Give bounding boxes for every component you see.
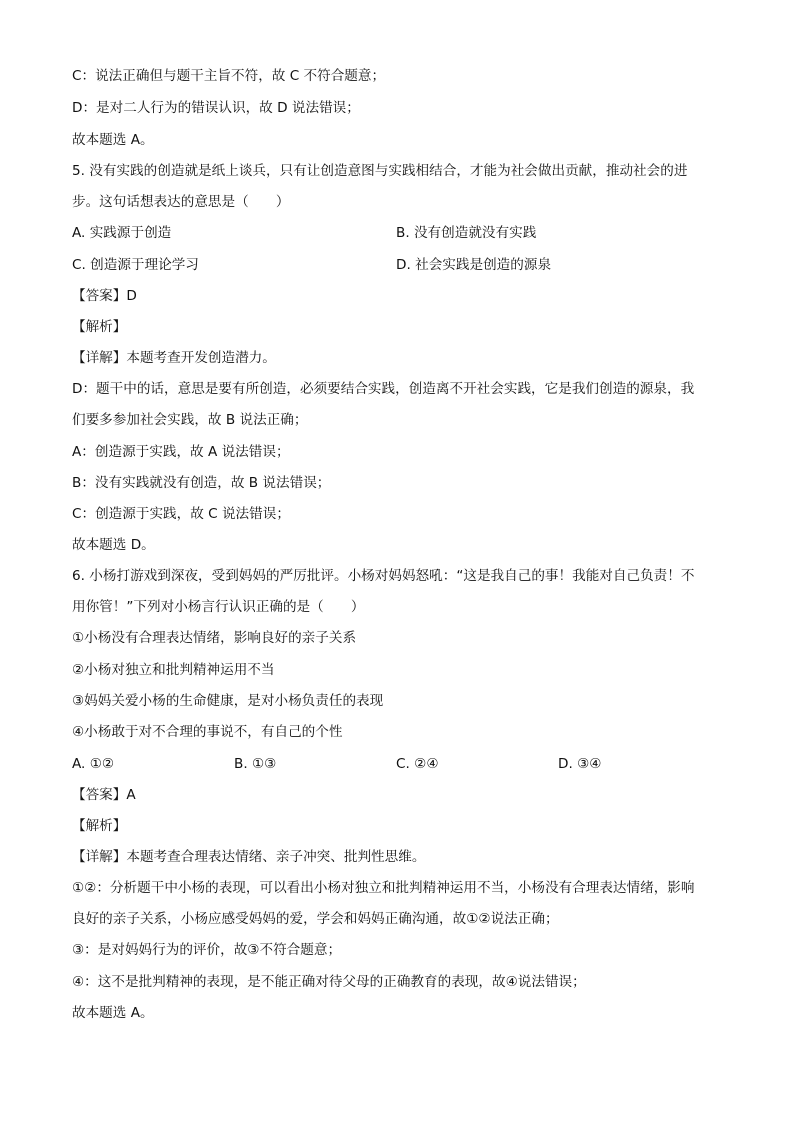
q6-analysis-label: 【解析】 <box>72 818 127 834</box>
q5-option-a: A. 实践源于创造 <box>72 225 172 241</box>
q5-body-line: D：题干中的话，意思是要有所创造，必须要结合实践，创造离不开社会实践，它是我们创造的源泉，我 <box>72 381 695 397</box>
q5-option-c: C. 创造源于理论学习 <box>72 257 199 273</box>
q5-analysis-label: 【解析】 <box>72 319 127 335</box>
text-line: D：是对二人行为的错误认识，故 D 说法错误； <box>72 100 360 116</box>
q5-body-line: C：创造源于实践，故 C 说法错误； <box>72 506 290 522</box>
q6-item: ①小杨没有合理表达情绪，影响良好的亲子关系 <box>72 630 357 646</box>
question-6-stem: 用你管！”下列对小杨言行认识正确的是（ ） <box>72 599 365 615</box>
q6-option-d: D. ③④ <box>558 756 602 772</box>
q6-option-b: B. ①③ <box>234 756 277 772</box>
q5-body-line: B：没有实践就没有创造，故 B 说法错误； <box>72 475 331 491</box>
text-line: 故本题选 A。 <box>72 132 154 148</box>
q6-option-a: A. ①② <box>72 756 115 772</box>
q6-detail: 【详解】本题考查合理表达情绪、亲子冲突、批判性思维。 <box>72 849 426 865</box>
q6-item: ②小杨对独立和批判精神运用不当 <box>72 662 275 678</box>
question-5-stem: 步。这句话想表达的意思是（ ） <box>72 194 290 210</box>
q5-body-line: 们要多参加社会实践，故 B 说法正确； <box>72 412 308 428</box>
q5-answer: 【答案】D <box>72 288 137 304</box>
text-line: C：说法正确但与题干主旨不符，故 C 不符合题意； <box>72 68 386 84</box>
q6-body-line: 良好的亲子关系，小杨应感受妈妈的爱，学会和妈妈正确沟通，故①②说法正确； <box>72 911 559 927</box>
q6-answer: 【答案】A <box>72 787 136 803</box>
question-6-stem: 6. 小杨打游戏到深夜，受到妈妈的严厉批评。小杨对妈妈怒吼：“这是我自己的事！我能对自己负责！不 <box>72 568 695 584</box>
q6-option-c: C. ②④ <box>396 756 439 772</box>
q5-detail: 【详解】本题考查开发创造潜力。 <box>72 350 276 366</box>
q6-body-line: 故本题选 A。 <box>72 1005 154 1021</box>
q5-body-line: 故本题选 D。 <box>72 537 155 553</box>
q6-item: ③妈妈关爱小杨的生命健康，是对小杨负责任的表现 <box>72 693 384 709</box>
q6-item: ④小杨敢于对不合理的事说不，有自己的个性 <box>72 724 343 740</box>
question-5-stem: 5. 没有实践的创造就是纸上谈兵，只有让创造意图与实践相结合，才能为社会做出贡献，推动社会的进 <box>72 163 688 179</box>
q5-option-b: B. 没有创造就没有实践 <box>396 225 537 241</box>
q5-option-d: D. 社会实践是创造的源泉 <box>396 257 552 273</box>
q6-body-line: ④：这不是批判精神的表现，是不能正确对待父母的正确教育的表现，故④说法错误； <box>72 974 586 990</box>
q6-body-line: ③：是对妈妈行为的评价，故③不符合题意； <box>72 942 342 958</box>
q6-body-line: ①②：分析题干中小杨的表现，可以看出小杨对独立和批判精神运用不当，小杨没有合理表达情绪，影响 <box>72 880 695 896</box>
q5-body-line: A：创造源于实践，故 A 说法错误； <box>72 444 290 460</box>
